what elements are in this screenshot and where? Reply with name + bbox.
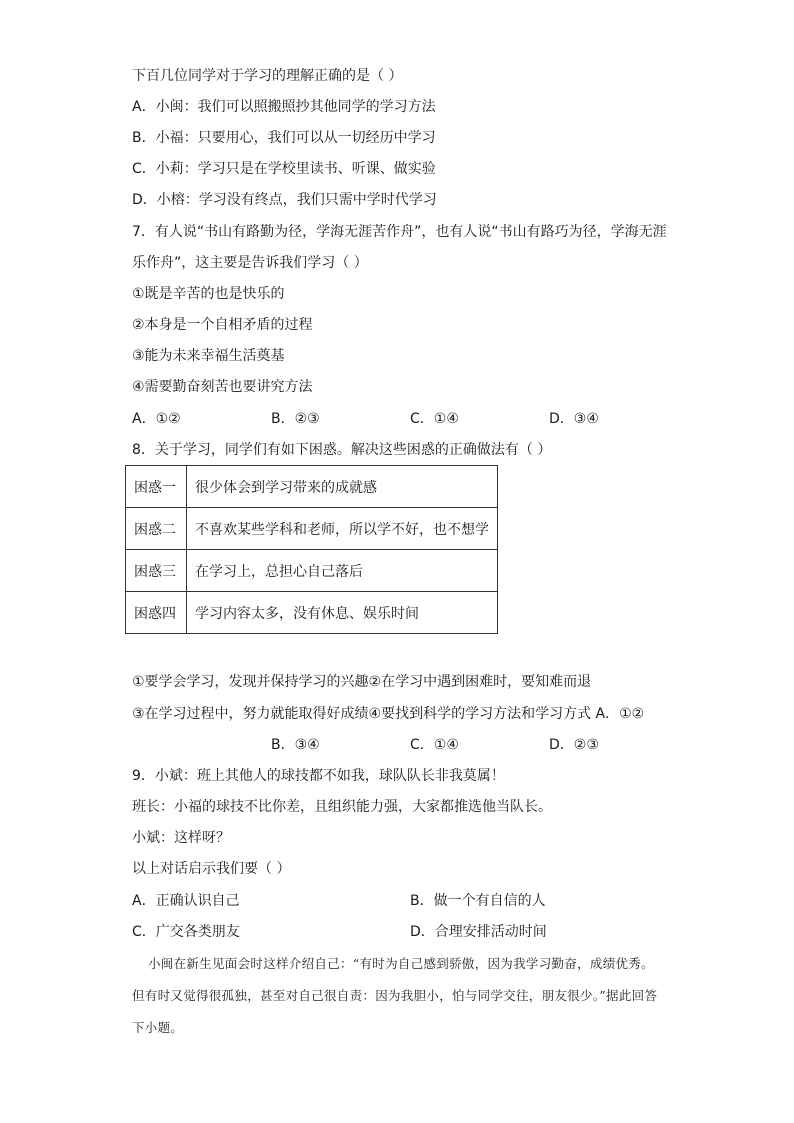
q6-stem: 下百几位同学对于学习的理解正确的是（ ） (132, 68, 403, 84)
q7-item-1: ①既是辛苦的也是快乐的 (132, 286, 285, 302)
q6-option-d: D．小榕：学习没有终点，我们只需中学时代学习 (132, 192, 437, 208)
q7-option-d: D．③④ (549, 411, 599, 427)
q7-stem-line1: 7．有人说“书山有路勤为径，学海无涯苦作舟”，也有人说“书山有路巧为径，学海无涯 (132, 224, 667, 240)
q7-option-c: C．①④ (410, 411, 459, 427)
table-cell-key: 困惑三 (126, 550, 187, 592)
table-cell-key: 困惑二 (126, 508, 187, 550)
table-cell-value: 在学习上，总担心自己落后 (187, 550, 498, 592)
q8-option-b: B．③④ (271, 737, 320, 753)
table-cell-key: 困惑一 (126, 466, 187, 508)
table-row (126, 508, 498, 550)
confusion-table (125, 465, 498, 634)
table-cell-value: 很少体会到学习带来的成就感 (187, 466, 498, 508)
table-row (126, 466, 498, 508)
q9-option-b: B．做一个有自信的人 (410, 893, 546, 909)
table-row (126, 592, 498, 634)
table-cell-key: 困惑四 (126, 592, 187, 634)
q7-option-b: B．②③ (271, 411, 320, 427)
q9-line1: 9．小斌：班上其他人的球技都不如我，球队队长非我莫属！ (132, 768, 505, 784)
q6-option-a: A．小闽：我们可以照搬照抄其他同学的学习方法 (132, 99, 436, 115)
q9-line3: 小斌：这样呀？ (132, 830, 230, 846)
q8-option-c: C．①④ (410, 737, 459, 753)
table-cell-value: 不喜欢某些学科和老师，所以学不好，也不想学 (187, 508, 498, 550)
reading-passage: 小闽在新生见面会时这样介绍自己：“有时为自己感到骄傲，因为我学习勤奋，成绩优秀。但有时又觉得很孤独，甚至对自己很自责：因为我胆小，怕与同学交往，朋友很少。”据此回答下小题。 (132, 956, 658, 1035)
q9-option-c: C．广交各类朋友 (132, 924, 240, 940)
q8-stem: 8．关于学习，同学们有如下困惑。解决这些困惑的正确做法有（ ） (132, 442, 552, 458)
table-row (126, 550, 498, 592)
q8-option-d: D．②③ (549, 737, 599, 753)
q8-items-line1: ①要学会学习，发现并保持学习的兴趣②在学习中遇到困难时，要知难而退 (132, 674, 592, 690)
q8-items-line2: ③在学习过程中，努力就能取得好成绩④要找到科学的学习方法和学习方式 A．①② (132, 706, 645, 722)
q7-item-3: ③能为未来幸福生活奠基 (132, 348, 285, 364)
q7-item-2: ②本身是一个自相矛盾的过程 (132, 317, 313, 333)
q6-option-b: B．小福：只要用心，我们可以从一切经历中学习 (132, 130, 436, 146)
q7-item-4: ④需要勤奋刻苦也要讲究方法 (132, 379, 313, 395)
q9-line2: 班长：小福的球技不比你差，且组织能力强，大家都推选他当队长。 (132, 799, 552, 815)
q7-option-a: A．①② (132, 411, 181, 427)
q9-option-a: A．正确认识自己 (132, 893, 240, 909)
table-cell-value: 学习内容太多，没有休息、娱乐时间 (187, 592, 498, 634)
q7-stem-line2: 乐作舟”，这主要是告诉我们学习（ ） (132, 255, 368, 271)
q6-option-c: C．小莉：学习只是在学校里读书、听课、做实验 (132, 161, 436, 177)
q9-line4: 以上对话启示我们要（ ） (132, 861, 291, 877)
q9-option-d: D．合理安排活动时间 (410, 924, 547, 940)
